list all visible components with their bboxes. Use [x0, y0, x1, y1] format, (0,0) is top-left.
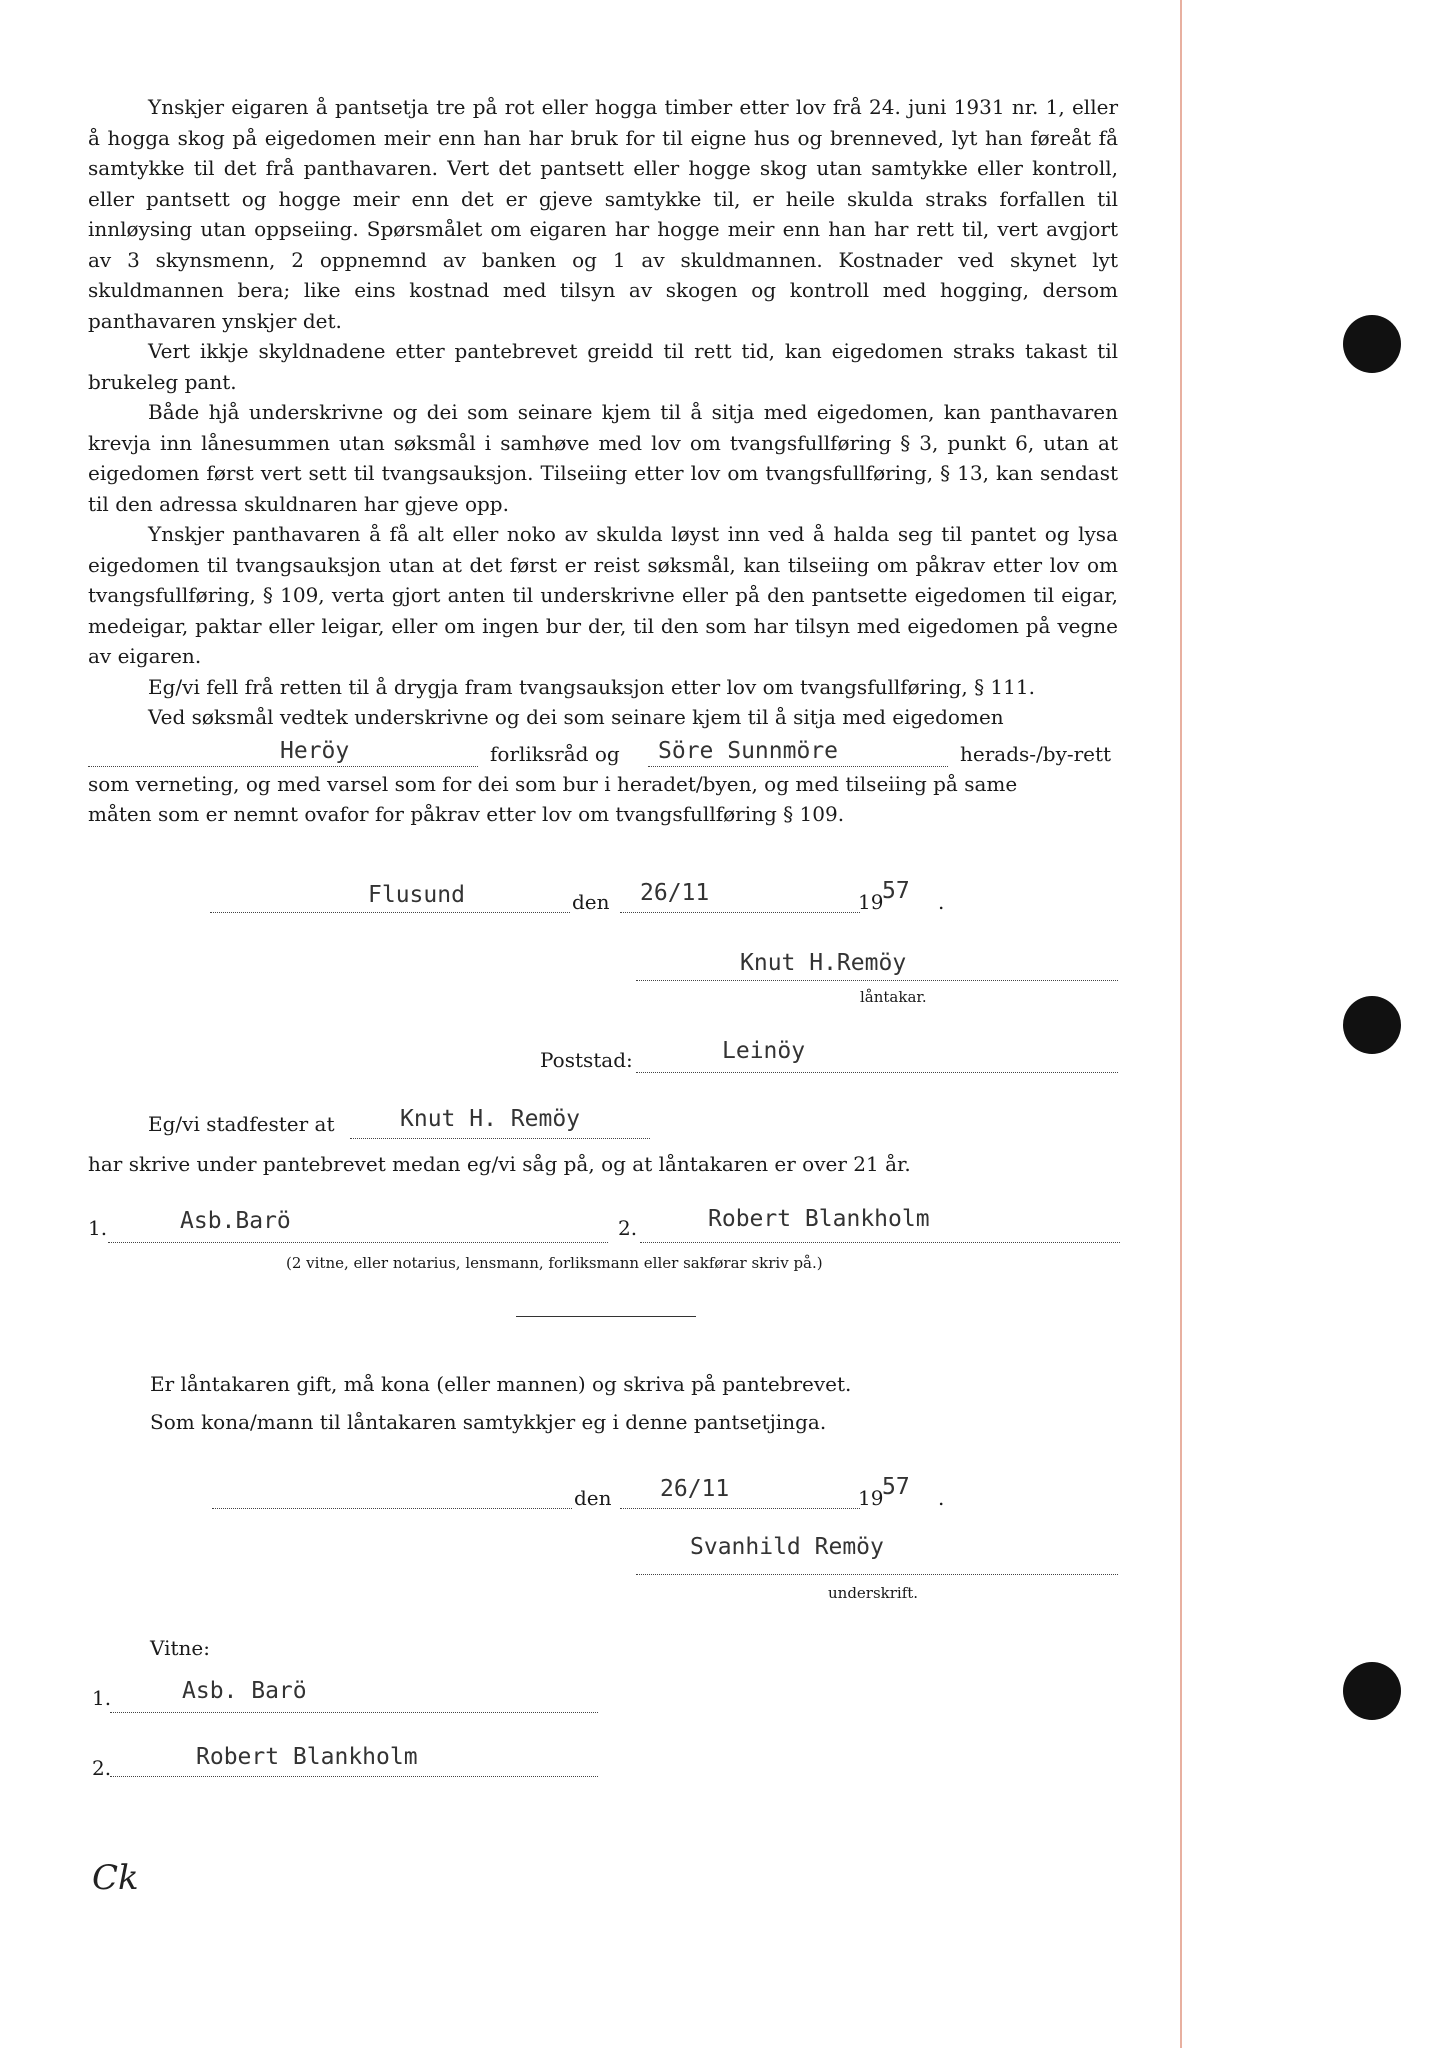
rett-label: herads-/by-rett: [960, 742, 1112, 766]
date-period: .: [938, 890, 945, 914]
vitne2-name: Robert Blankholm: [196, 1744, 418, 1770]
margin-initials: Ck: [92, 1858, 139, 1898]
rett-field-line: [648, 766, 948, 767]
punch-hole: [1343, 315, 1401, 373]
spouse-date-value: 26/11: [660, 1476, 730, 1502]
venue-line2: som verneting, og med varsel som for dei som bur i heradet/byen, og med tilseiing på same: [88, 772, 1018, 796]
year-suffix: 57: [882, 878, 910, 904]
forliksrad-label: forliksråd og: [490, 742, 620, 766]
vitne2-line: [110, 1776, 598, 1777]
confirm-field-line: [350, 1138, 650, 1139]
spouse-line1: Er låntakaren gift, må kona (eller mannen) og skriva på pantebrevet.: [150, 1372, 852, 1396]
vitne1-number: 1.: [92, 1686, 112, 1710]
section-divider: [516, 1316, 696, 1317]
paragraph: Ynskjer eigaren å pantsetja tre på rot eller hogga timber etter lov frå 24. juni 1931 nr. 1, eller å hogga skog på eigedomen meir enn han har bruk for til eigne hus og brenneved, lyt han føreåt få samtykke til det frå panthavaren. Vert det pantsett eller hogge skog utan samtykke eller kontroll, eller pantsett og hogge meir enn det er gjeve samtykke til, er heile skulda straks forfallen til innløysing utan oppseiing. Spørsmålet om eigaren har hogge meir enn han har rett til, vert avgjort av 3 skynsmenn, 2 oppnemnd av banken og 1 av skuldmannen. Kostnader ved skynet lyt skuldmannen bera; like eins kostnad med tilsyn av skogen og kontroll med hogging, dersom panthavaren ynskjer det.: [88, 95, 1118, 333]
forliksrad-value: Heröy: [280, 738, 350, 764]
witness2-name: Robert Blankholm: [708, 1206, 930, 1232]
paragraph: Eg/vi fell frå retten til å drygja fram tvangsauksjon etter lov om tvangsfullføring, § 111.: [148, 674, 1035, 699]
paragraph: Vert ikkje skyldnadene etter pantebrevet greidd til rett tid, kan eigedomen straks takast til brukeleg pant.: [88, 339, 1118, 394]
spouse-line2: Som kona/mann til låntakaren samtykkjer eg i denne pantsetjinga.: [150, 1410, 827, 1434]
paragraph: Ved søksmål vedtek underskrivne og dei som seinare kjem til å sitja med eigedomen: [148, 705, 1004, 729]
forliksrad-field-line: [88, 766, 478, 767]
poststad-value: Leinöy: [722, 1038, 806, 1064]
spouse-date-period: .: [938, 1486, 945, 1510]
witness2-number: 2.: [618, 1216, 638, 1240]
venue-line3: måten som er nemnt ovafor for påkrav etter lov om tvangsfullføring § 109.: [88, 802, 845, 826]
rett-value: Söre Sunnmöre: [658, 738, 839, 764]
spouse-date-line: [620, 1508, 860, 1509]
year-prefix: 19: [858, 890, 884, 914]
vitne1-name: Asb. Barö: [182, 1678, 307, 1704]
spouse-signature: Svanhild Remöy: [690, 1534, 884, 1560]
vitne1-line: [110, 1712, 598, 1713]
spouse-sig-line: [636, 1574, 1118, 1575]
witness1-name: Asb.Barö: [180, 1208, 291, 1234]
paragraph: Både hjå underskrivne og dei som seinare kjem til å sitja med eigedomen, kan panthavaren krevja inn lånesummen utan søksmål i samhøve med lov om tvangsfullføring § 3, punkt 6, utan at eigedomen først vert sett til tvangsauksjon. Tilseiing etter lov om tvangsfullføring, § 13, kan sendast til den adressa skuldnaren har gjeve opp.: [88, 400, 1118, 516]
spouse-place-line: [212, 1508, 572, 1509]
witness1-number: 1.: [88, 1216, 108, 1240]
witness2-line: [640, 1242, 1120, 1243]
borrower-label: låntakar.: [860, 988, 927, 1006]
vitne-label: Vitne:: [150, 1636, 210, 1660]
witness1-line: [108, 1242, 608, 1243]
confirm-line2: har skrive under pantebrevet medan eg/vi såg på, og at låntakaren er over 21 år.: [88, 1152, 911, 1176]
vitne2-number: 2.: [92, 1756, 112, 1780]
poststad-label: Poststad:: [540, 1048, 633, 1072]
paragraph: Ynskjer panthavaren å få alt eller noko av skulda løyst inn ved å halda seg til pantet og lysa eigedomen til tvangsauksjon utan at det først er reist søksmål, kan tilseiing om påkrav etter lov om tvangsfullføring, § 109, verta gjort anten til underskrivne eller på den pantsette eigedomen til eigar, medeigar, paktar eller leigar, eller om ingen bur der, til den som har tilsyn med eigedomen på vegne av eigaren.: [88, 522, 1118, 668]
terms-text: [88, 92, 1118, 733]
margin-rule: [1180, 0, 1182, 2048]
date-value: 26/11: [640, 880, 710, 906]
date-field-line: [620, 912, 860, 913]
spouse-date-label: den: [574, 1486, 612, 1510]
place-value: Flusund: [368, 882, 465, 908]
punch-hole: [1343, 996, 1401, 1054]
confirm-label: Eg/vi stadfester at: [148, 1112, 335, 1136]
spouse-sig-label: underskrift.: [828, 1584, 919, 1602]
spouse-year-prefix: 19: [858, 1486, 884, 1510]
date-label: den: [572, 890, 610, 914]
witness-note: (2 vitne, eller notarius, lensmann, forliksmann eller sakførar skriv på.): [286, 1254, 823, 1272]
poststad-field-line: [636, 1072, 1118, 1073]
borrower-signature: Knut H.Remöy: [740, 950, 907, 976]
place-field-line: [210, 912, 570, 913]
confirm-name: Knut H. Remöy: [400, 1106, 581, 1132]
spouse-year-suffix: 57: [882, 1474, 910, 1500]
punch-hole: [1343, 1662, 1401, 1720]
borrower-sig-line: [636, 980, 1118, 981]
